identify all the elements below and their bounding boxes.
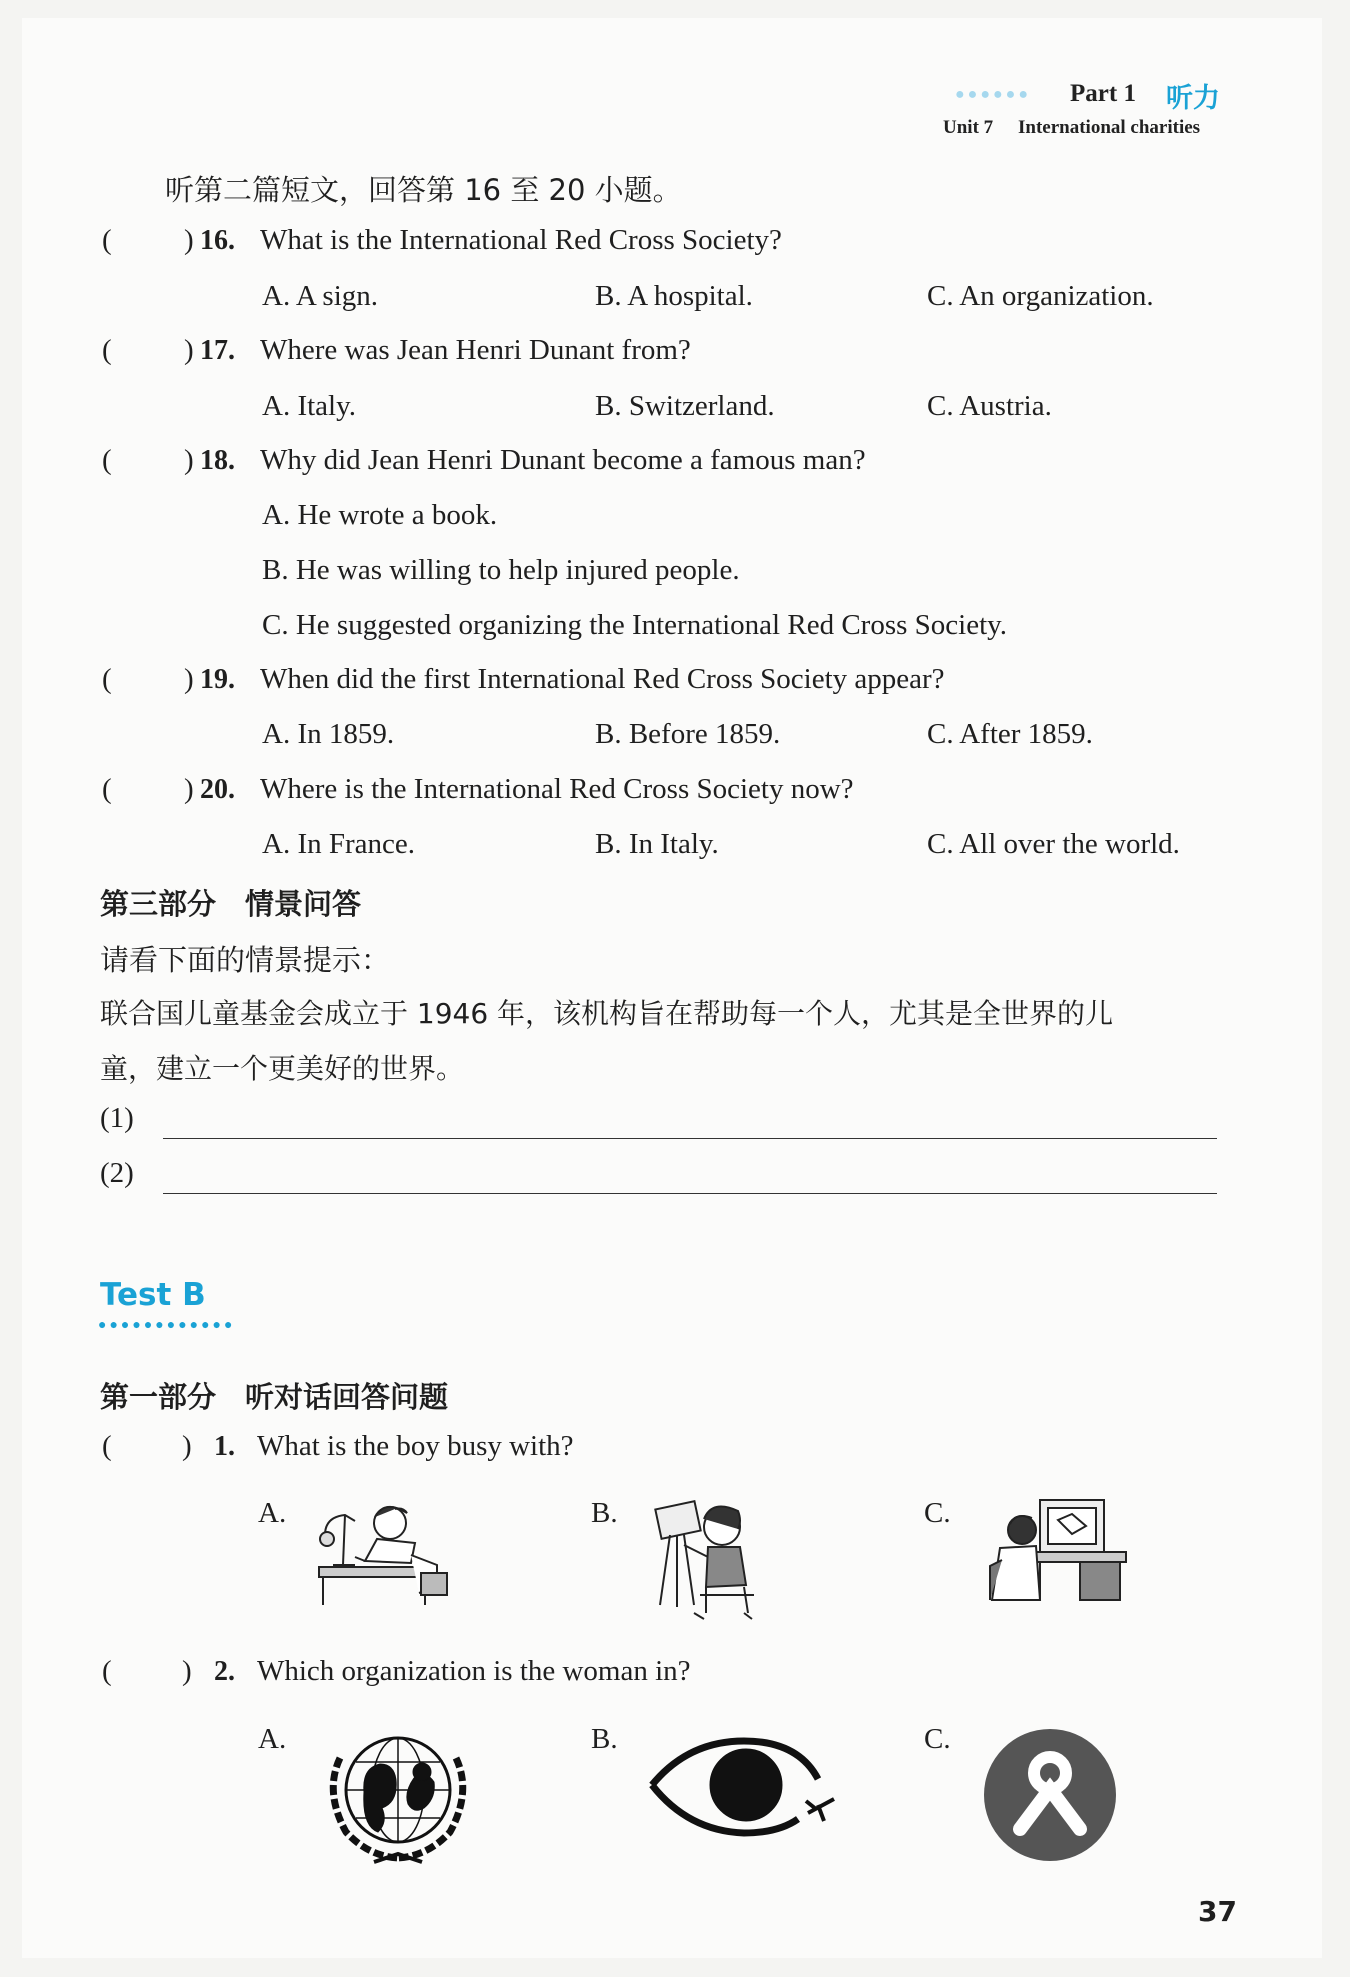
question-number: 16. [200, 225, 235, 256]
picture-option-label: A. [258, 1723, 287, 1755]
answer-paren-close: ) [184, 334, 194, 366]
answer-paren-open: ( [102, 1655, 112, 1687]
question-number: 18. [200, 445, 235, 476]
section-intro: 听第二篇短文，回答第 16 至 20 小题。 [165, 173, 682, 207]
question-text: When did the first International Red Cross Society appear? [260, 663, 945, 695]
unicef-logo-icon [318, 1722, 478, 1872]
option-a: A. He wrote a book. [262, 499, 498, 531]
answer-paren-close: ) [184, 444, 194, 476]
header-unit: Unit 7 [943, 117, 994, 138]
question-text: What is the International Red Cross Society? [260, 224, 782, 256]
header-part: Part 1 [1070, 80, 1136, 107]
answer-paren-open: ( [102, 444, 112, 476]
question-text: What is the boy busy with? [257, 1430, 574, 1462]
answer-paren-open: ( [102, 334, 112, 366]
boy-at-computer-picture [980, 1490, 1130, 1610]
answer-paren-open: ( [102, 224, 112, 256]
option-a: A. Italy. [262, 390, 356, 422]
option-b: B. He was willing to help injured people. [262, 554, 740, 586]
option-a: A. A sign. [262, 280, 379, 312]
picture-option-label: C. [924, 1723, 951, 1755]
page-number: 37 [1198, 1895, 1237, 1928]
header-dots: ●●●●●● [955, 86, 1031, 103]
answer-paren-close: ) [184, 663, 194, 695]
option-c: C. Austria. [927, 390, 1052, 422]
question-text: Why did Jean Henri Dunant become a famous man? [260, 444, 866, 476]
oxfam-logo-icon [980, 1725, 1120, 1865]
blank-label: (1) [100, 1102, 134, 1134]
header-unit-title: International charities [1018, 117, 1201, 138]
option-a: A. In 1859. [262, 718, 395, 750]
option-c: C. All over the world. [927, 828, 1180, 860]
option-c: C. He suggested organizing the International Red Cross Society. [262, 609, 1007, 641]
test-b-title: Test B [100, 1277, 206, 1313]
question-text: Which organization is the woman in? [257, 1655, 691, 1687]
option-b: B. In Italy. [595, 828, 719, 860]
part3-title: 第三部分 情景问答 [100, 887, 362, 921]
picture-option-label: B. [591, 1723, 618, 1755]
test-b-part1-title: 第一部分 听对话回答问题 [100, 1380, 449, 1414]
question-number: 20. [200, 774, 235, 805]
picture-option-label: B. [591, 1497, 618, 1529]
answer-paren-close: ) [182, 1430, 192, 1462]
answer-line[interactable] [163, 1138, 1217, 1139]
option-b: B. Before 1859. [595, 718, 781, 750]
answer-paren-close: ) [184, 224, 194, 256]
question-number: 19. [200, 664, 235, 695]
picture-option-label: A. [258, 1497, 287, 1529]
part3-prompt-line2: 童，建立一个更美好的世界。 [100, 1052, 465, 1085]
option-b: B. A hospital. [595, 280, 753, 312]
question-text: Where was Jean Henri Dunant from? [260, 334, 691, 366]
option-c: C. An organization. [927, 280, 1154, 312]
picture-option-label: C. [924, 1497, 951, 1529]
question-number: 17. [200, 335, 235, 366]
option-a: A. In France. [262, 828, 416, 860]
question-text: Where is the International Red Cross Society now? [260, 773, 854, 805]
option-b: B. Switzerland. [595, 390, 775, 422]
answer-line[interactable] [163, 1193, 1217, 1194]
test-b-dots: ●●●●●●●●●●●● [98, 1318, 236, 1333]
part3-prompt-line1: 联合国儿童基金会成立于 1946 年，该机构旨在帮助每一个人，尤其是全世界的儿 [100, 997, 1114, 1030]
question-number: 1. [214, 1431, 235, 1462]
header-part-zh: 听力 [1166, 83, 1220, 114]
answer-paren-close: ) [182, 1655, 192, 1687]
boy-writing-picture [315, 1495, 455, 1615]
answer-paren-open: ( [102, 1430, 112, 1462]
option-c: C. After 1859. [927, 718, 1093, 750]
question-number: 2. [214, 1656, 235, 1687]
answer-paren-open: ( [102, 663, 112, 695]
boy-drawing-picture [650, 1495, 760, 1625]
eye-plane-logo-icon [648, 1735, 838, 1845]
part3-prompt-label: 请看下面的情景提示： [100, 943, 391, 977]
answer-paren-open: ( [102, 773, 112, 805]
blank-label: (2) [100, 1157, 134, 1189]
answer-paren-close: ) [184, 773, 194, 805]
